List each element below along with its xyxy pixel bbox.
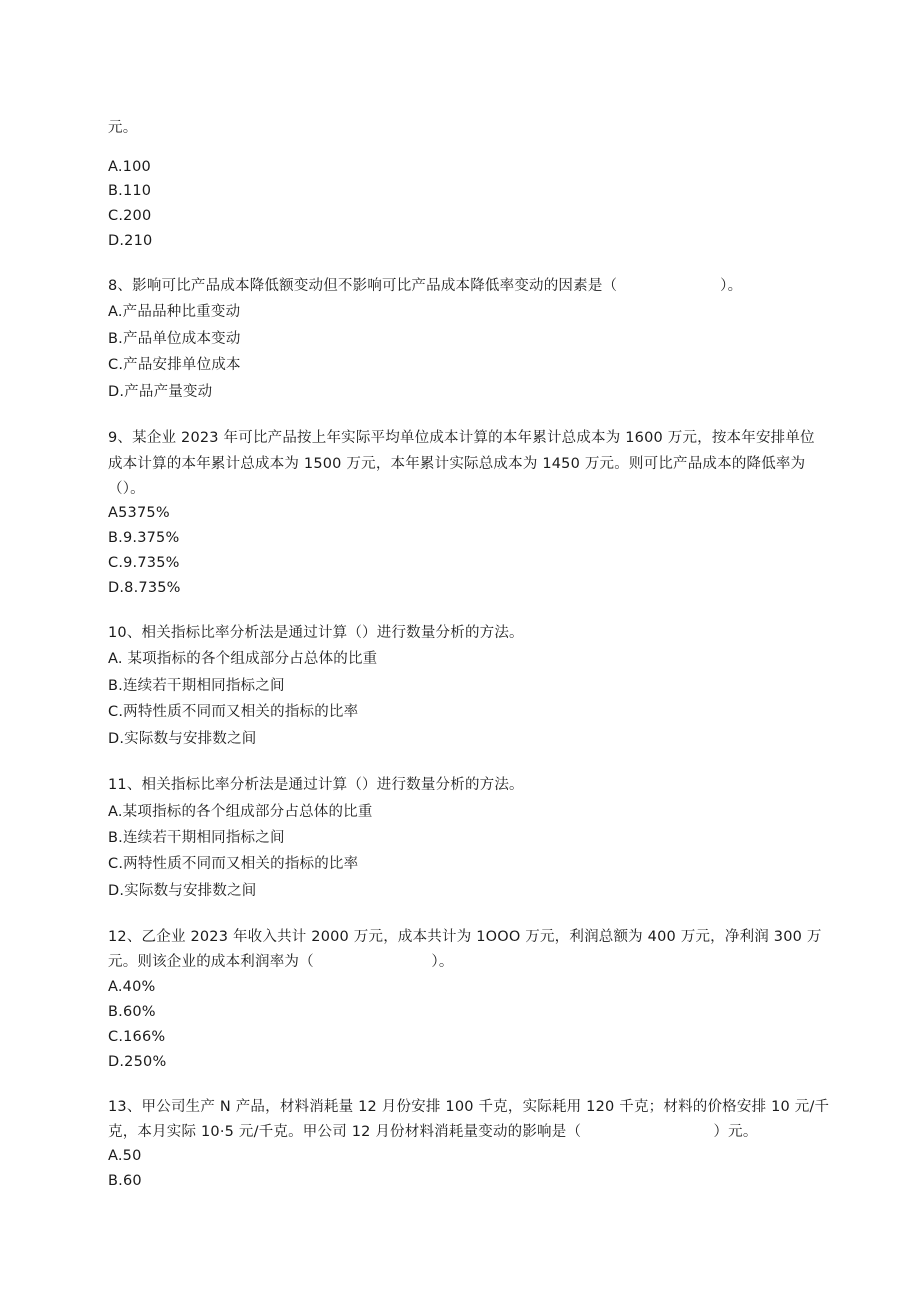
option-d: D.实际数与安排数之间 [108, 883, 257, 899]
question-stem: 成本计算的本年累计总成本为 1500 万元，本年累计实际总成本为 1450 万元。则可比产品成本的降低率为 [108, 456, 806, 472]
option-d: D.210 [108, 233, 153, 249]
option-a: A.产品品种比重变动 [108, 304, 241, 320]
option-a: A5375% [108, 505, 170, 521]
option-b: B.连续若干期相同指标之间 [108, 830, 285, 846]
option-a: A.50 [108, 1148, 142, 1164]
option-c: C.两特性质不同而又相关的指标的比率 [108, 704, 359, 720]
option-d: D.8.735% [108, 580, 181, 596]
option-d: D.产品产量变动 [108, 384, 213, 400]
option-b: B.连续若干期相同指标之间 [108, 678, 285, 694]
option-a: A.100 [108, 159, 151, 175]
option-b: B.60% [108, 1004, 156, 1020]
option-c: C.9.735% [108, 555, 180, 571]
option-b: B.产品单位成本变动 [108, 331, 241, 347]
option-c: C.两特性质不同而又相关的指标的比率 [108, 856, 359, 872]
question-stem: 8、影响可比产品成本降低额变动但不影响可比产品成本降低率变动的因素是（ ）。 [108, 278, 743, 294]
option-c: C.200 [108, 208, 152, 224]
option-c: C.产品安排单位成本 [108, 357, 241, 373]
question-stem: 11、相关指标比率分析法是通过计算（）进行数量分析的方法。 [108, 777, 524, 793]
option-b: B.110 [108, 183, 152, 199]
option-b: B.9.375% [108, 530, 180, 546]
question-stem: 元。则该企业的成本利润率为（ ）。 [108, 954, 454, 970]
option-a: A.某项指标的各个组成部分占总体的比重 [108, 804, 373, 820]
option-d: D.250% [108, 1054, 167, 1070]
previous-question-tail: 元。 [108, 120, 138, 136]
option-c: C.166% [108, 1029, 166, 1045]
option-b: B.60 [108, 1173, 142, 1189]
question-stem: 13、甲公司生产 N 产品，材料消耗量 12 月份安排 100 千克，实际耗用 120 千克；材料的价格安排 10 元/千 [108, 1099, 830, 1115]
option-a: A.40% [108, 979, 156, 995]
option-a: A. 某项指标的各个组成部分占总体的比重 [108, 651, 378, 667]
question-stem: 12、乙企业 2023 年收入共计 2000 万元，成本共计为 1OOO 万元，利润总额为 400 万元，净利润 300 万 [108, 929, 822, 945]
question-stem: 10、相关指标比率分析法是通过计算（）进行数量分析的方法。 [108, 625, 524, 641]
question-stem: （）。 [108, 481, 145, 497]
question-stem: 9、某企业 2023 年可比产品按上年实际平均单位成本计算的本年累计总成本为 1600 万元，按本年安排单位 [108, 430, 815, 446]
question-stem: 克，本月实际 10·5 元/千克。甲公司 12 月份材料消耗量变动的影响是（ ）元。 [108, 1124, 758, 1140]
option-d: D.实际数与安排数之间 [108, 731, 257, 747]
